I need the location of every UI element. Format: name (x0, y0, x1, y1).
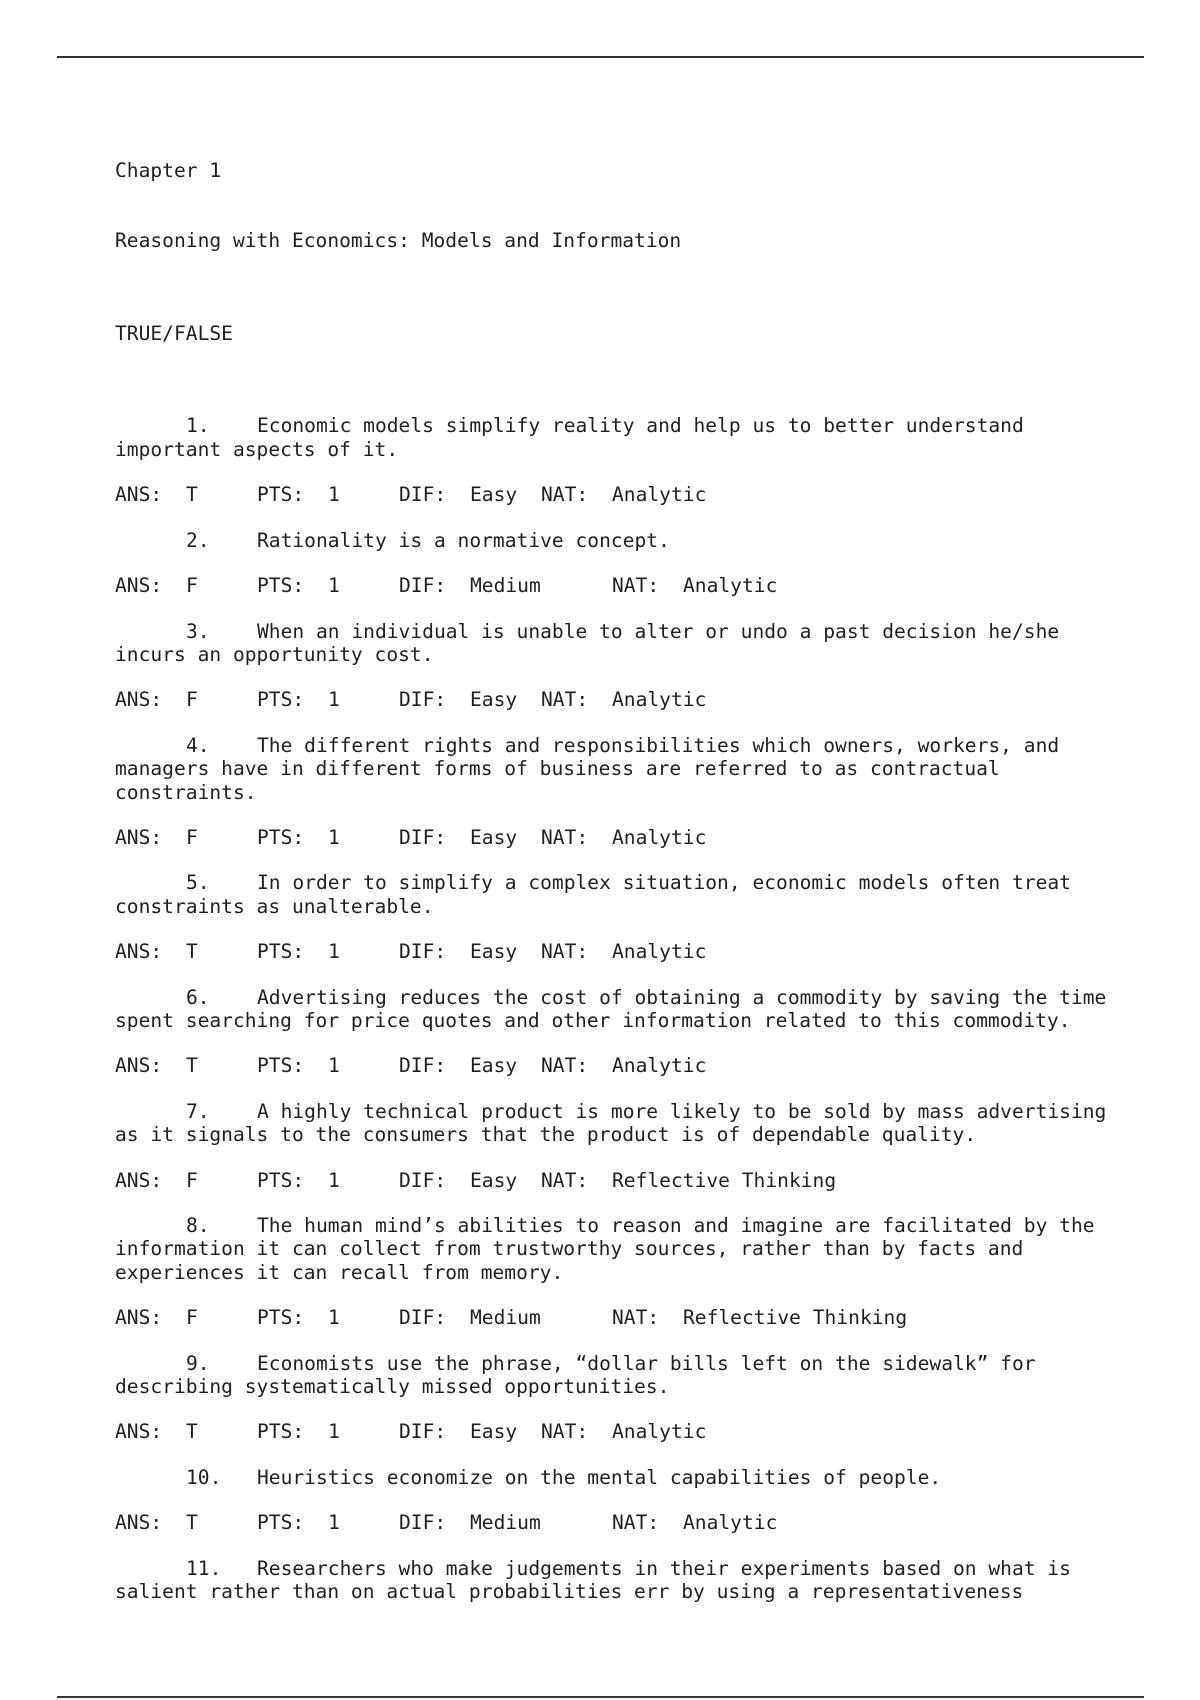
nat-label: NAT: (541, 1168, 589, 1192)
answer-value: T (186, 483, 198, 507)
difficulty-label: DIF: (399, 1511, 447, 1535)
question-text: Researchers who make judgements in their experiments based on what is salient rather than on actual probabilities err by using a representativeness (115, 1556, 1083, 1604)
question-item (115, 1557, 1125, 1604)
answer-value: F (186, 825, 198, 849)
points-value: 1 (328, 483, 340, 507)
difficulty-label: DIF: (399, 688, 447, 712)
question-item (115, 414, 1125, 461)
answer-value: T (186, 940, 198, 964)
answer-value: T (186, 1054, 198, 1078)
ans-label: ANS: (115, 1306, 163, 1330)
points-label: PTS: (257, 483, 305, 507)
document-body (115, 112, 1125, 1627)
difficulty-label: DIF: (399, 574, 447, 598)
points-label: PTS: (257, 1306, 305, 1330)
difficulty-label: DIF: (399, 940, 447, 964)
question-item (115, 1466, 1125, 1489)
question-number: 8. (186, 1214, 210, 1237)
difficulty-label: DIF: (399, 1306, 447, 1330)
difficulty-value: Medium (470, 574, 541, 598)
question-item (115, 986, 1125, 1033)
question-text: A highly technical product is more likely to be sold by mass advertising as it signals to the consumers that the product is of dependable quality. (115, 1099, 1119, 1147)
question-item (115, 620, 1125, 667)
nat-label: NAT: (612, 1306, 660, 1330)
difficulty-value: Medium (470, 1511, 541, 1535)
question-list (115, 414, 1125, 1603)
answer-key-row (115, 940, 1125, 963)
difficulty-label: DIF: (399, 1054, 447, 1078)
nat-value: Analytic (612, 1420, 707, 1444)
nat-value: Analytic (612, 688, 707, 712)
answer-value: F (186, 1168, 198, 1192)
points-value: 1 (328, 1054, 340, 1078)
difficulty-value: Easy (470, 483, 518, 507)
difficulty-value: Medium (470, 1306, 541, 1330)
question-text: When an individual is unable to alter or undo a past decision he/she incurs an opportunity cost. (115, 619, 1071, 666)
points-value: 1 (328, 1306, 340, 1330)
ans-label: ANS: (115, 688, 163, 712)
difficulty-label: DIF: (399, 1420, 447, 1444)
question-item (115, 734, 1125, 804)
question-text: The human mind’s abilities to reason and imagine are facilitated by the information it can collect from trustworthy sources, rather than by facts and experiences it can recall from memory. (115, 1214, 1107, 1284)
difficulty-label: DIF: (399, 483, 447, 507)
ans-label: ANS: (115, 574, 163, 598)
difficulty-value: Easy (470, 688, 518, 712)
answer-key-row (115, 826, 1125, 849)
question-item (115, 529, 1125, 552)
question-item (115, 871, 1125, 918)
chapter-number: Chapter 1 (115, 158, 222, 182)
difficulty-value: Easy (470, 1054, 518, 1078)
question-item (115, 1352, 1125, 1399)
nat-label: NAT: (612, 574, 660, 598)
points-label: PTS: (257, 1168, 305, 1192)
answer-key-row (115, 1306, 1125, 1329)
question-number: 1. (186, 414, 210, 438)
points-label: PTS: (257, 688, 305, 712)
answer-key-row (115, 1511, 1125, 1534)
points-label: PTS: (257, 825, 305, 849)
section-heading: TRUE/FALSE (115, 322, 233, 346)
nat-value: Analytic (612, 483, 707, 507)
points-value: 1 (328, 574, 340, 598)
answer-key-row (115, 688, 1125, 711)
ans-label: ANS: (115, 1054, 163, 1078)
question-number: 7. (186, 1099, 210, 1123)
points-value: 1 (328, 688, 340, 712)
points-value: 1 (328, 1511, 340, 1535)
question-text: Advertising reduces the cost of obtaining a commodity by saving the time spent searching for price quotes and other information related to this commodity. (115, 985, 1119, 1032)
question-text: Economists use the phrase, “dollar bills left on the sidewalk” for describing systematically missed opportunities. (115, 1351, 1048, 1399)
question-number: 5. (186, 871, 210, 895)
question-text: Economic models simplify reality and help us to better understand important aspects of it. (115, 414, 1036, 461)
bottom-rule (57, 1696, 1144, 1698)
nat-value: Analytic (612, 1054, 707, 1078)
difficulty-value: Easy (470, 1420, 518, 1444)
answer-key-row (115, 1420, 1125, 1443)
nat-label: NAT: (541, 940, 589, 964)
answer-value: F (186, 688, 198, 712)
difficulty-value: Easy (470, 1168, 518, 1192)
points-value: 1 (328, 1420, 340, 1444)
points-value: 1 (328, 1168, 340, 1192)
chapter-title: Reasoning with Economics: Models and Information (115, 229, 682, 253)
question-item (115, 1100, 1125, 1147)
nat-value: Analytic (683, 1511, 778, 1535)
nat-value: Analytic (683, 574, 778, 598)
points-label: PTS: (257, 940, 305, 964)
nat-value: Reflective Thinking (683, 1306, 908, 1330)
top-rule (57, 56, 1144, 58)
difficulty-value: Easy (470, 940, 518, 964)
question-text: In order to simplify a complex situation, economic models often treat constraints as unalterable. (115, 871, 1083, 918)
question-number: 10. (186, 1465, 222, 1489)
nat-label: NAT: (541, 1054, 589, 1078)
question-text: Rationality is a normative concept. (257, 528, 670, 552)
answer-value: T (186, 1511, 198, 1535)
question-text: Heuristics economize on the mental capabilities of people. (257, 1465, 942, 1489)
question-text: The different rights and responsibilities which owners, workers, and managers have in different forms of business are referred to as contractual constraints. (115, 733, 1071, 804)
nat-value: Reflective Thinking (612, 1168, 837, 1192)
ans-label: ANS: (115, 940, 163, 964)
nat-value: Analytic (612, 940, 707, 964)
question-number: 9. (186, 1351, 210, 1375)
points-value: 1 (328, 940, 340, 964)
difficulty-value: Easy (470, 825, 518, 849)
ans-label: ANS: (115, 483, 163, 507)
points-label: PTS: (257, 1420, 305, 1444)
question-number: 6. (186, 985, 210, 1009)
points-label: PTS: (257, 1054, 305, 1078)
question-number: 11. (186, 1556, 222, 1580)
ans-label: ANS: (115, 1511, 163, 1535)
answer-value: F (186, 574, 198, 598)
difficulty-label: DIF: (399, 825, 447, 849)
points-value: 1 (328, 825, 340, 849)
question-item (115, 1214, 1125, 1284)
question-number: 2. (186, 528, 210, 552)
answer-key-row (115, 1054, 1125, 1077)
difficulty-label: DIF: (399, 1168, 447, 1192)
nat-label: NAT: (541, 483, 589, 507)
question-number: 4. (186, 733, 210, 757)
nat-label: NAT: (612, 1511, 660, 1535)
nat-label: NAT: (541, 1420, 589, 1444)
ans-label: ANS: (115, 1420, 163, 1444)
answer-value: F (186, 1306, 198, 1330)
ans-label: ANS: (115, 825, 163, 849)
answer-key-row (115, 483, 1125, 506)
answer-value: T (186, 1420, 198, 1444)
nat-label: NAT: (541, 688, 589, 712)
points-label: PTS: (257, 574, 305, 598)
points-label: PTS: (257, 1511, 305, 1535)
answer-key-row (115, 574, 1125, 597)
ans-label: ANS: (115, 1168, 163, 1192)
question-number: 3. (186, 619, 210, 643)
nat-label: NAT: (541, 825, 589, 849)
answer-key-row (115, 1169, 1125, 1192)
nat-value: Analytic (612, 825, 707, 849)
